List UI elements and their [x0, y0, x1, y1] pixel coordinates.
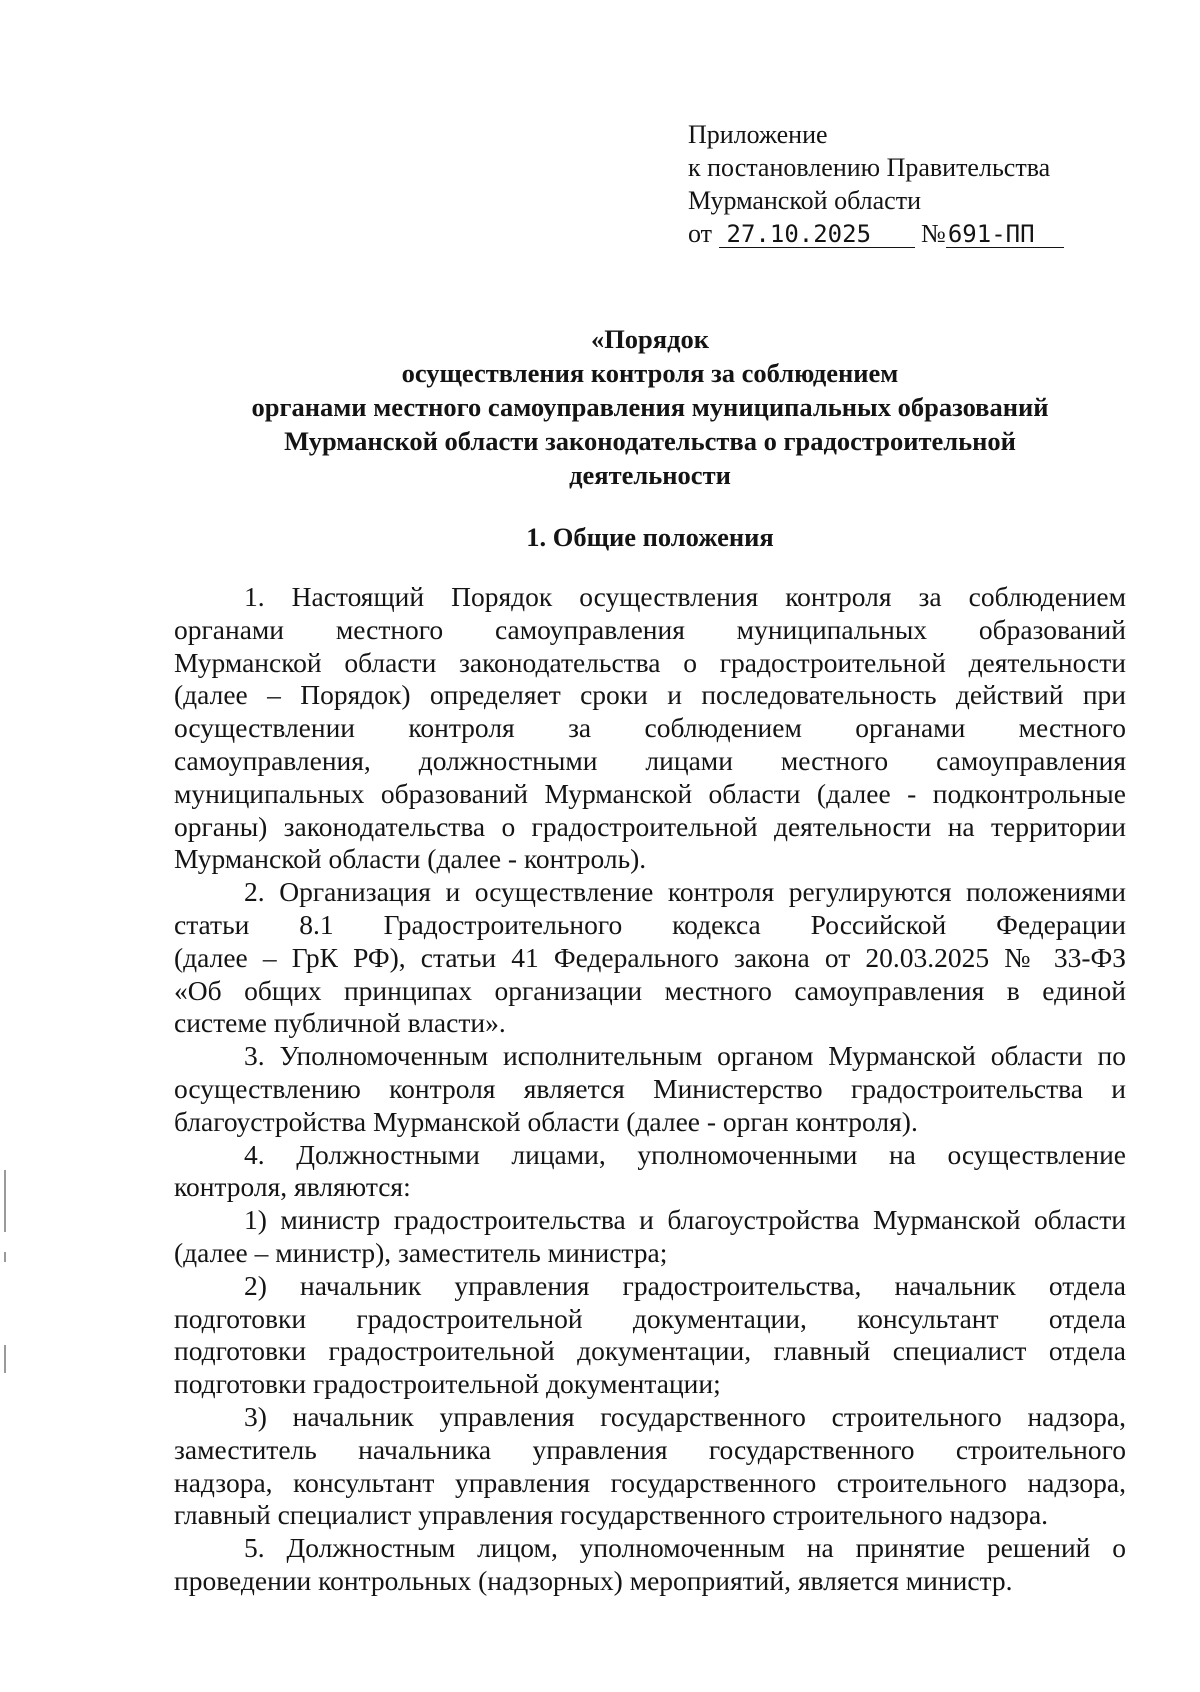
text-line: главный специалист управления государственного строительного надзора. [174, 1499, 1049, 1531]
resolution-number: 691-ПП [946, 221, 1064, 248]
scan-margin-mark [4, 1252, 6, 1262]
title-line: деятельности [569, 460, 731, 490]
text-line: (далее – ГрК РФ), статьи 41 Федерального закона от 20.03.2025 № 33-ФЗ [174, 941, 1126, 973]
text-line: осуществлению контроля является Министерство градостроительства и [174, 1072, 1126, 1104]
text-line: «Об общих принципах организации местного самоуправления в единой [174, 974, 1126, 1006]
scan-margin-mark [4, 1170, 6, 1232]
date-prefix: от [688, 219, 713, 248]
title-line: «Порядок [590, 324, 710, 354]
text-line: 5. Должностным лицом, уполномоченным на принятие решений о [244, 1532, 1126, 1564]
text-line: органами местного самоуправления муниципальных образований [174, 613, 1126, 645]
resolution-date: 27.10.2025 [719, 221, 915, 248]
text-line: системе публичной власти». [174, 1007, 506, 1039]
scan-margin-mark [4, 1345, 6, 1373]
appendix-date-number [688, 217, 1064, 250]
text-line: (далее – Порядок) определяет сроки и последовательность действий при [174, 679, 1126, 711]
text-line: 3) начальник управления государственного строительного надзора, [244, 1400, 1126, 1432]
number-prefix: № [921, 219, 946, 248]
text-line: органы) законодательства о градостроительной деятельности на территории [174, 810, 1126, 842]
text-line: подготовки градостроительной документации, консультант отдела [174, 1302, 1126, 1334]
text-line: самоуправления, должностными лицами местного самоуправления [174, 744, 1126, 776]
text-line: 3. Уполномоченным исполнительным органом Мурманской области по [244, 1040, 1126, 1072]
text-line: 1. Настоящий Порядок осуществления контроля за соблюдением [244, 581, 1126, 612]
text-line: муниципальных образований Мурманской области (далее - подконтрольные [174, 777, 1126, 809]
appendix-region: Мурманской области [688, 186, 921, 215]
document-body [174, 581, 1126, 1598]
section-heading: 1. Общие положения [526, 522, 774, 552]
text-line: подготовки градостроительной документации; [174, 1368, 721, 1400]
text-line: Мурманской области (далее - контроль). [174, 843, 647, 875]
title-line: осуществления контроля за соблюдением [401, 358, 899, 388]
appendix-block [688, 118, 1064, 250]
appendix-resolution-ref: к постановлению Правительства [688, 153, 1051, 182]
title-line: органами местного самоуправления муниципальных образований [251, 392, 1049, 422]
text-line: 4. Должностными лицами, уполномоченными на осуществление [244, 1138, 1126, 1170]
text-line: контроля, являются: [174, 1171, 411, 1203]
appendix-label: Приложение [688, 120, 828, 149]
text-line: 2) начальник управления градостроительства, начальник отдела [244, 1269, 1126, 1301]
text-line: (далее – министр), заместитель министра; [174, 1236, 668, 1268]
text-line: статьи 8.1 Градостроительного кодекса Российской Федерации [174, 908, 1126, 940]
text-line: 2. Организация и осуществление контроля регулируются положениями [244, 876, 1126, 908]
document-title [170, 322, 1130, 492]
text-line: заместитель начальника управления государственного строительного [174, 1433, 1126, 1465]
text-line: осуществлении контроля за соблюдением органами местного [174, 712, 1126, 744]
title-line: Мурманской области законодательства о градостроительной [284, 426, 1016, 456]
text-line: надзора, консультант управления государственного строительного надзора, [174, 1466, 1126, 1498]
text-line: 1) министр градостроительства и благоустройства Мурманской области [244, 1204, 1126, 1236]
text-line: подготовки градостроительной документации, главный специалист отдела [174, 1335, 1126, 1367]
text-line: Мурманской области законодательства о градостроительной деятельности [174, 646, 1126, 678]
text-line: проведении контрольных (надзорных) мероприятий, является министр. [174, 1564, 1013, 1596]
text-line: благоустройства Мурманской области (далее - орган контроля). [174, 1105, 918, 1137]
